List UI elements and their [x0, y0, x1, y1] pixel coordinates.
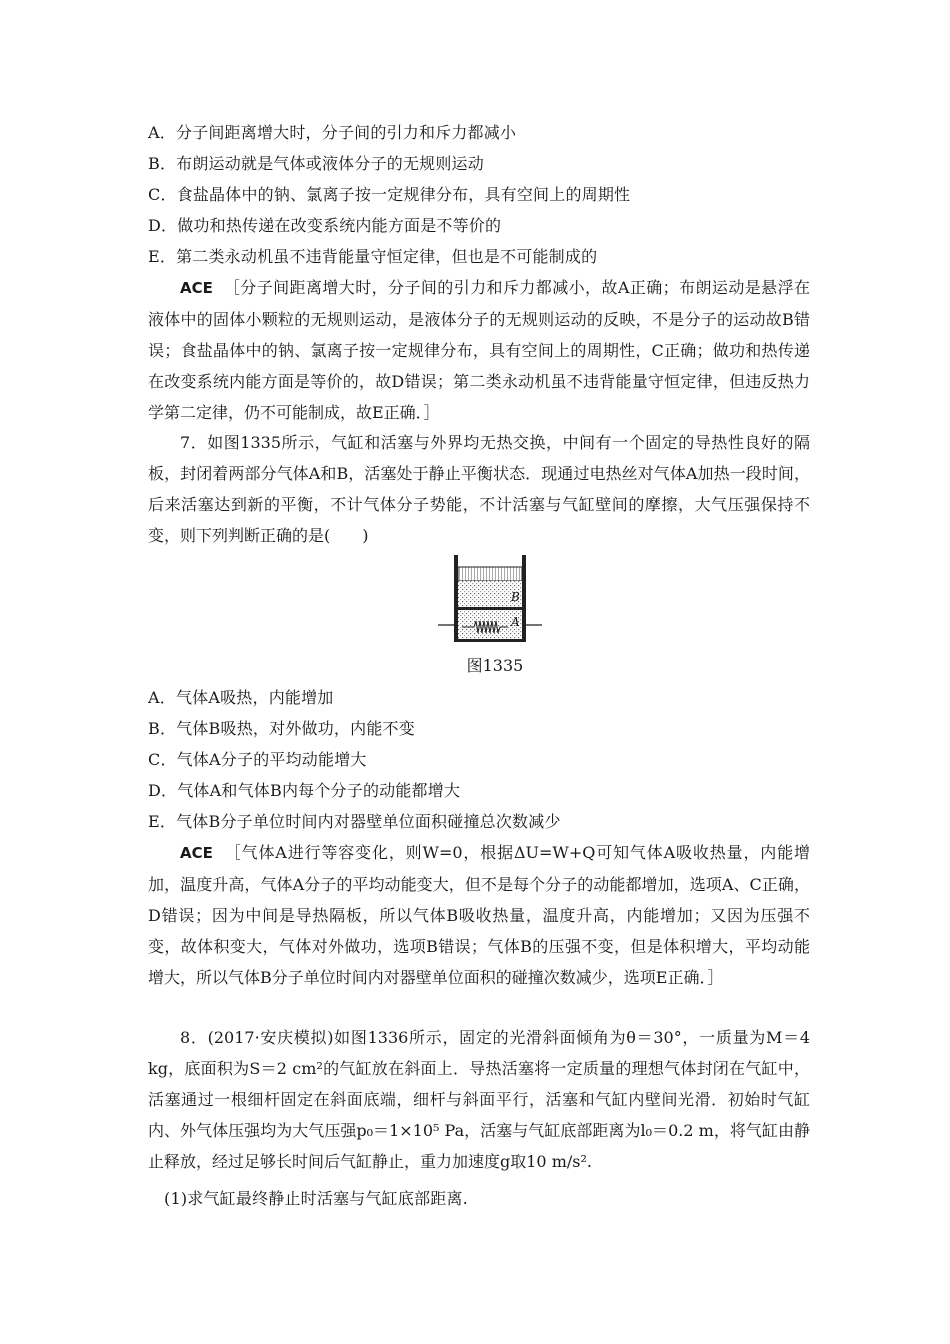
cylinder-bottom [454, 639, 526, 642]
q6-option-b: B．布朗运动就是气体或液体分子的无规则运动 [148, 154, 484, 173]
q8-stem: 8．(2017·安庆模拟)如图1336所示，固定的光滑斜面倾角为θ＝30°，一质量为M＝4 kg，底面积为S＝2 cm²的气缸放在斜面上．导热活塞将一定质量的理想气体封闭在气缸中，活塞通过一根细杆固定在斜面底端，细杆与斜面平行，活塞和气缸内壁间光滑．初始时气缸内、外气体压强均为大气压强p₀＝1×10⁵ Pa，活塞与气缸底部距离为l₀＝0.2 m，将气缸由静止释放，经过足够长时间后气缸静止，重力加速度g取10 m/s². [148, 1028, 810, 1171]
cylinder-left-wall [454, 555, 458, 641]
q6-option-c: C．食盐晶体中的钠、氯离子按一定规律分布，具有空间上的周期性 [148, 185, 631, 204]
q7-option-d: D．气体A和气体B内每个分子的动能都增大 [148, 781, 461, 800]
q6-answer-label: ACE [180, 279, 213, 297]
q7-option-c: C．气体A分子的平均动能增大 [148, 750, 367, 769]
label-gas-a: A [511, 615, 520, 629]
q6-option-e: E．第二类永动机虽不违背能量守恒定律，但也是不可能制成的 [148, 247, 598, 266]
q7-option-a: A．气体A吸热，内能增加 [148, 688, 334, 707]
q7-answer-explanation: ［气体A进行等容变化，则W=0，根据ΔU=W+Q可知气体A吸收热量，内能增加，温度升高，气体A分子的平均动能变大，但不是每个分子的动能都增加，选项A、C正确，D错误；因为中间是导热隔板，所以气体B吸收热量，温度升高，内能增加；又因为压强不变，故体积变大，气体对外做功，选项B错误；气体B的压强不变，但是体积增大，平均动能增大，所以气体B分子单位时间内对器壁单位面积的碰撞次数减少，选项E正确．］ [148, 843, 810, 987]
piston [458, 567, 522, 581]
partition [458, 607, 522, 610]
figure-caption: 图1335 [466, 656, 524, 675]
q6-answer-explanation: ［分子间距离增大时，分子间的引力和斥力都减小，故A正确；布朗运动是悬浮在液体中的固体小颗粒的无规则运动，是液体分子的无规则运动的反映，不是分子的运动故B错误；食盐晶体中的钠、氯离子按一定规律分布，具有空间上的周期性，C正确；做功和热传递在改变系统内能方面是等价的，故D错误；第二类永动机虽不违背能量守恒定律，但违反热力学第二定律，仍不可能制成，故E正确．］ [148, 278, 811, 422]
q6-option-d: D．做功和热传递在改变系统内能方面是不等价的 [148, 216, 502, 235]
cylinder-right-wall [522, 555, 526, 641]
q6-answer [148, 272, 810, 428]
label-gas-b: B [511, 590, 520, 604]
q7-stem: 7．如图1335所示，气缸和活塞与外界均无热交换，中间有一个固定的导热性良好的隔板，封闭着两部分气体A和B，活塞处于静止平衡状态．现通过电热丝对气体A加热一段时间，后来活塞达到新的平衡，不计气体分子势能，不计活塞与气缸壁间的摩擦，大气压强保持不变，则下列判断正确的是( ) [148, 433, 810, 545]
q7-figure-gas-cylinder [438, 545, 542, 649]
q7-answer-label: ACE [180, 844, 213, 862]
q8-subquestion-1: (1)求气缸最终静止时活塞与气缸底部距离. [164, 1189, 468, 1208]
q6-option-a: A．分子间距离增大时，分子间的引力和斥力都减小 [148, 123, 517, 142]
q7-answer [148, 837, 810, 993]
q7-option-b: B．气体B吸热，对外做功，内能不变 [148, 719, 415, 738]
q7-option-e: E．气体B分子单位时间内对器壁单位面积碰撞总次数减少 [148, 812, 561, 831]
